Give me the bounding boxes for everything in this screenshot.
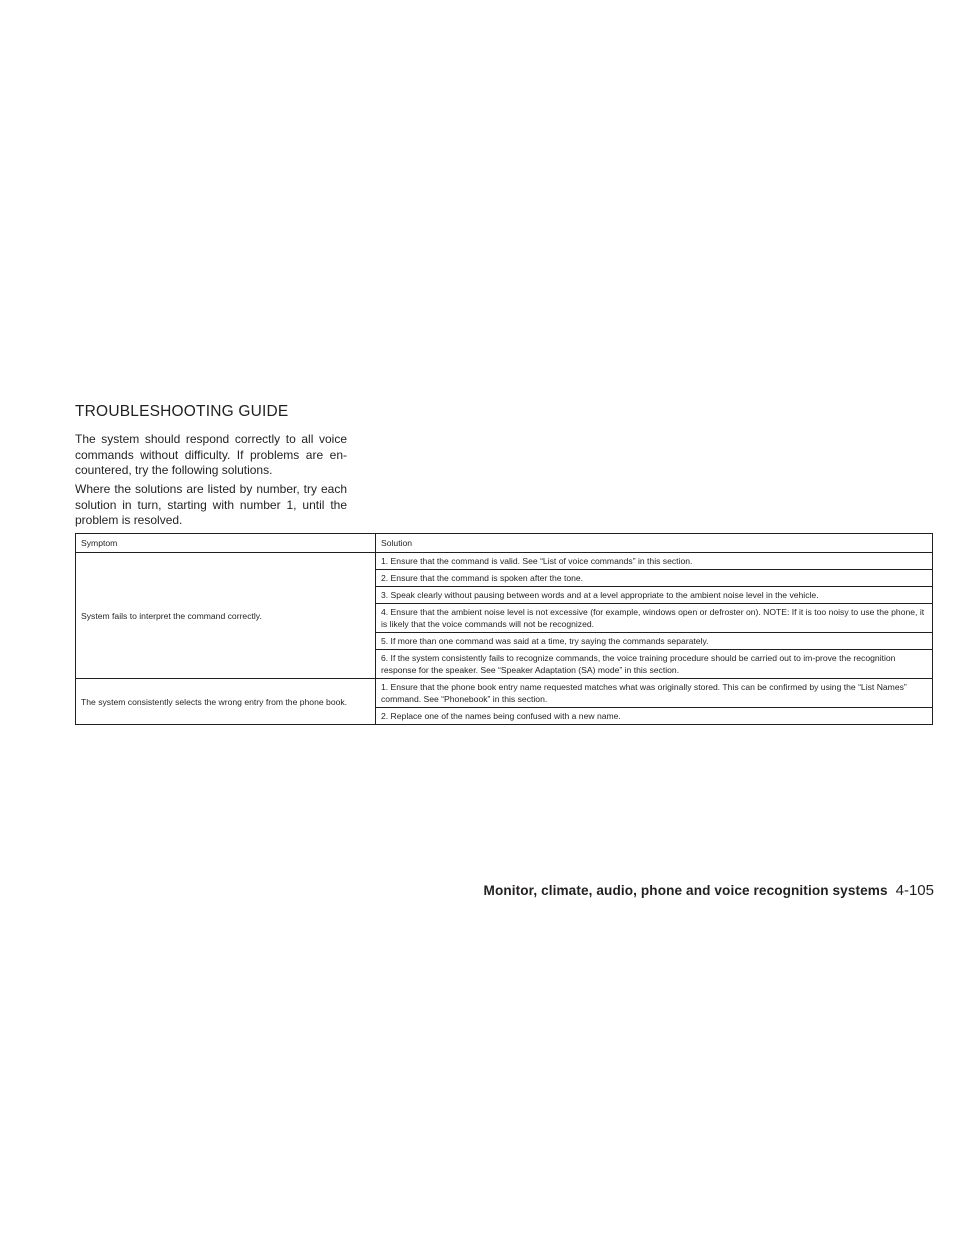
solution-cell: 1. Ensure that the command is valid. See “List of voice commands” in this section.	[376, 553, 933, 570]
troubleshooting-table	[75, 533, 933, 725]
solution-cell: 1. Ensure that the phone book entry name requested matches what was originally stored. This can be confirmed by using the “List Names” command. See “Phonebook” in this section.	[376, 679, 933, 708]
solution-cell: 5. If more than one command was said at a time, try saying the commands separately.	[376, 633, 933, 650]
solution-cell: 2. Ensure that the command is spoken after the tone.	[376, 570, 933, 587]
symptom-cell: System fails to interpret the command correctly.	[76, 553, 376, 679]
page-number: 4-105	[895, 882, 934, 899]
section-heading: TROUBLESHOOTING GUIDE	[75, 403, 289, 420]
solution-cell: 2. Replace one of the names being confused with a new name.	[376, 708, 933, 725]
table-row	[76, 679, 933, 708]
table-header-row	[76, 534, 933, 553]
intro-paragraph: The system should respond correctly to all voice commands without difficulty. If problems are en-countered, try the following solutions.	[75, 432, 347, 477]
footer-section-title: Monitor, climate, audio, phone and voice recognition systems	[483, 883, 888, 898]
column-header-symptom: Symptom	[76, 534, 376, 553]
solution-cell: 4. Ensure that the ambient noise level is not excessive (for example, windows open or defroster on). NOTE: If it is too noisy to use the phone, it is likely that the voice commands will not be recognized.	[376, 604, 933, 633]
table-row	[76, 553, 933, 570]
solution-cell: 3. Speak clearly without pausing between words and at a level appropriate to the ambient noise level in the vehicle.	[376, 587, 933, 604]
page-footer	[484, 882, 934, 899]
instruction-paragraph: Where the solutions are listed by number, try each solution in turn, starting with number 1, until the problem is resolved.	[75, 482, 347, 527]
solution-cell: 6. If the system consistently fails to recognize commands, the voice training procedure should be carried out to im-prove the recognition response for the speaker. See “Speaker Adaptation (SA) mode” in this section.	[376, 650, 933, 679]
symptom-cell: The system consistently selects the wrong entry from the phone book.	[76, 679, 376, 725]
column-header-solution: Solution	[376, 534, 933, 553]
